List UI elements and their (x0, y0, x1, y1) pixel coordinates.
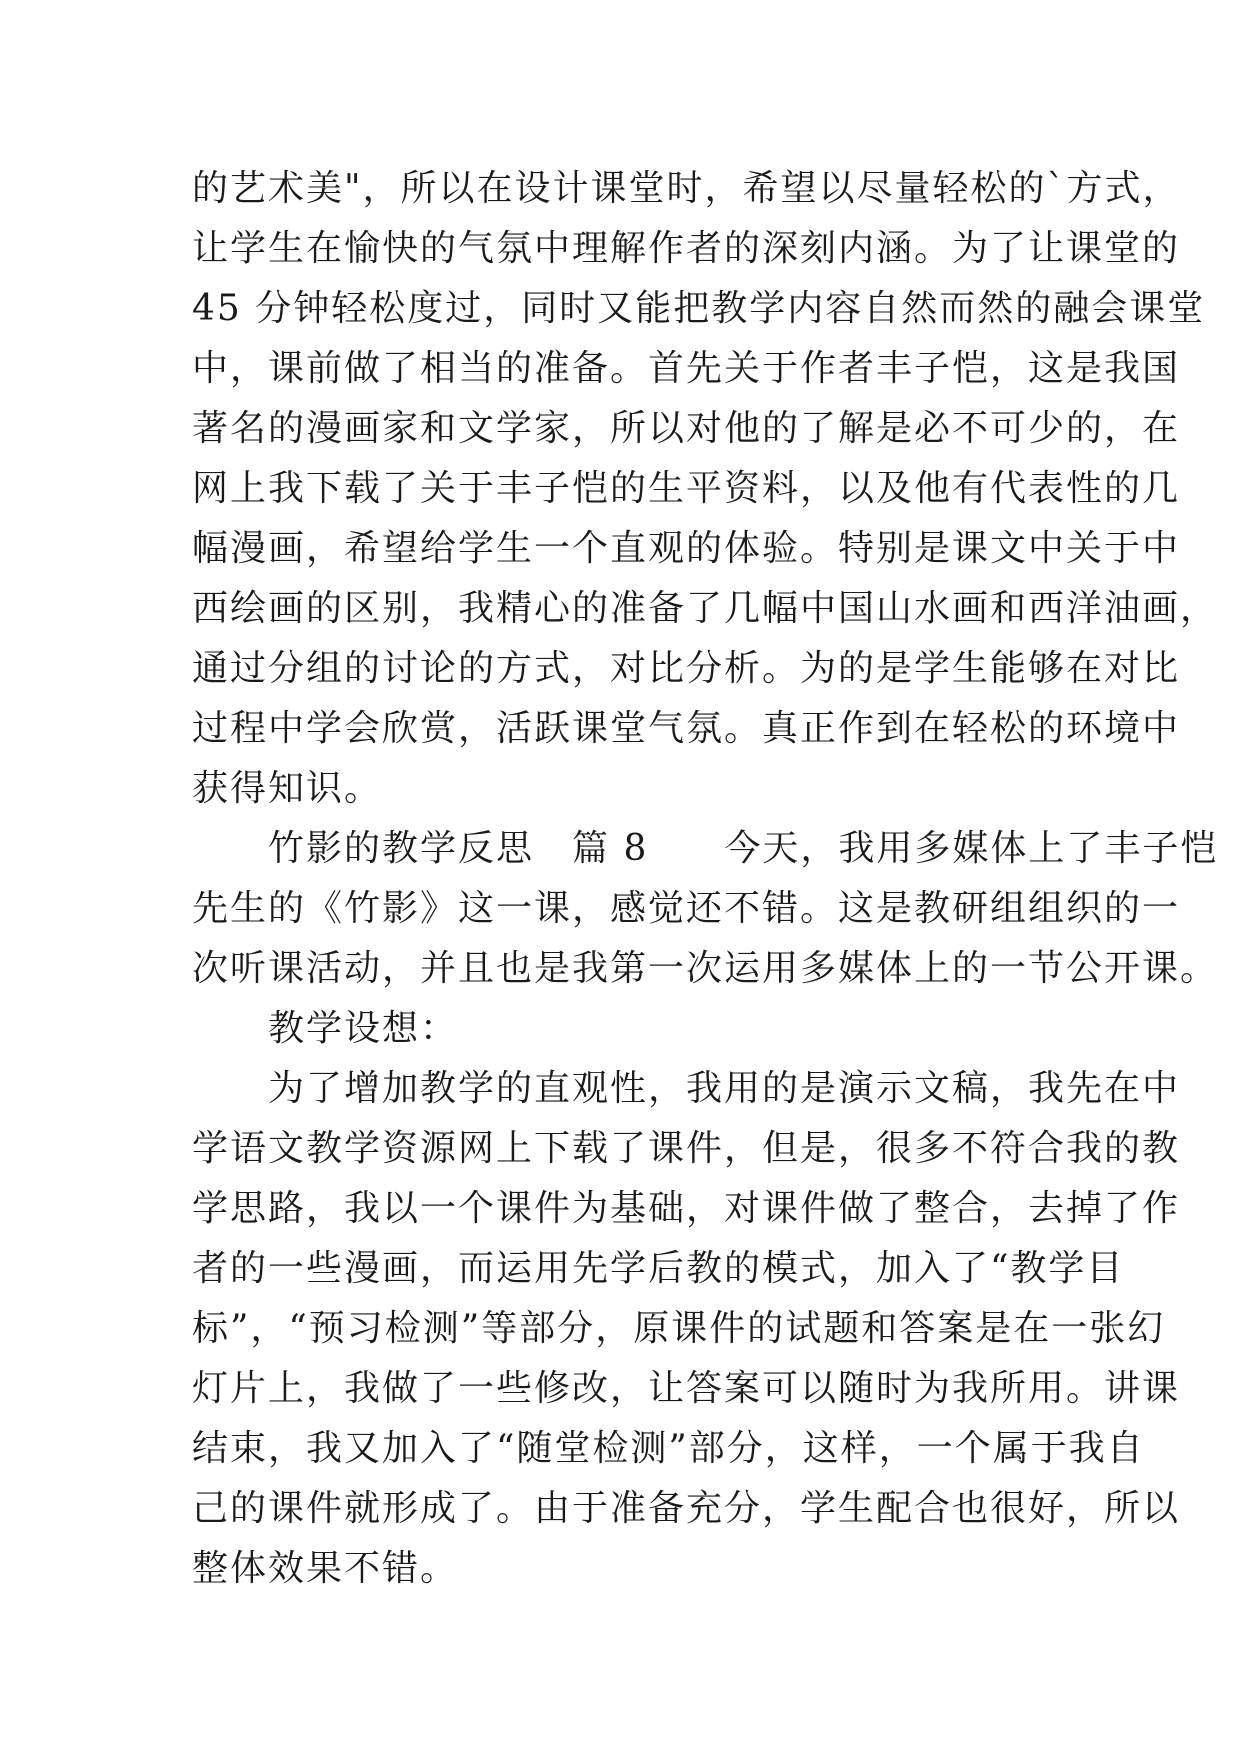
text-line: 己的课件就形成了。由于准备充分，学生配合也很好，所以 (192, 1488, 1181, 1529)
text-line: 次听课活动，并且也是我第一次运用多媒体上的一节公开课。 (192, 948, 1219, 989)
text-line: 为了增加教学的直观性，我用的是演示文稿，我先在中 (192, 1068, 1181, 1109)
text-line: 幅漫画，希望给学生一个直观的体验。特别是课文中关于中 (192, 528, 1181, 569)
text-line: 让学生在愉快的气氛中理解作者的深刻内涵。为了让课堂的 (192, 228, 1181, 269)
text-line: 灯片上，我做了一些修改，让答案可以随时为我所用。讲课 (192, 1368, 1181, 1409)
subheading-line: 教学设想： (192, 1008, 459, 1049)
document-body (192, 159, 1219, 1599)
text-line: 整体效果不错。 (192, 1548, 459, 1589)
text-line: 先生的《竹影》这一课，感觉还不错。这是教研组组织的一 (192, 888, 1181, 929)
text-line: 通过分组的讨论的方式，对比分析。为的是学生能够在对比 (192, 648, 1181, 689)
text-line: 者的一些漫画，而运用先学后教的模式，加入了“教学目 (192, 1248, 1125, 1289)
text-line: 标”，“预习检测”等部分，原课件的试题和答案是在一张幻 (192, 1308, 1166, 1349)
text-line: 获得知识。 (192, 768, 383, 809)
text-line: 著名的漫画家和文学家，所以对他的了解是必不可少的，在 (192, 408, 1181, 449)
text-line: 结束，我又加入了“随堂检测”部分，这样，一个属于我自 (192, 1428, 1145, 1469)
text-line: 西绘画的区别，我精心的准备了几幅中国山水画和西洋油画， (192, 588, 1219, 629)
text-line: 过程中学会欣赏，活跃课堂气氛。真正作到在轻松的环境中 (192, 708, 1181, 749)
text-line: 的艺术美"，所以在设计课堂时，希望以尽量轻松的`方式， (192, 168, 1181, 209)
text-line: 学语文教学资源网上下载了课件，但是，很多不符合我的教 (192, 1128, 1181, 1169)
text-line: 中，课前做了相当的准备。首先关于作者丰子恺，这是我国 (192, 348, 1181, 389)
text-line: 学思路，我以一个课件为基础，对课件做了整合，去掉了作 (192, 1188, 1181, 1229)
section-heading-line: 竹影的教学反思 篇 8 今天，我用多媒体上了丰子恺 (192, 828, 1219, 869)
text-line: 网上我下载了关于丰子恺的生平资料，以及他有代表性的几 (192, 468, 1181, 509)
text-line: 45 分钟轻松度过，同时又能把教学内容自然而然的融会课堂 (192, 288, 1206, 329)
